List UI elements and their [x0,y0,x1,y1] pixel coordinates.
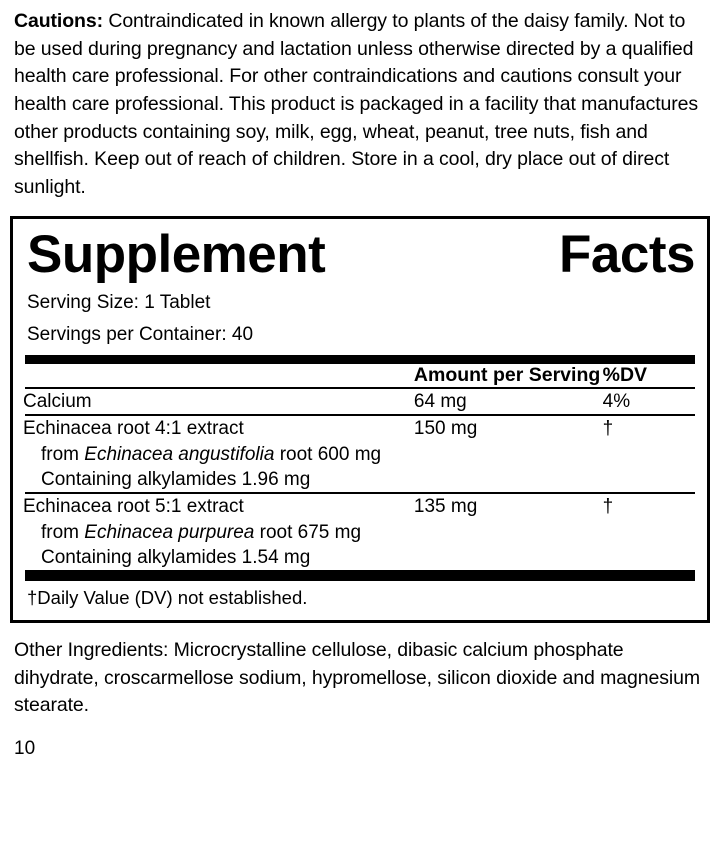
header-percent-dv: %DV [602,364,648,387]
botanical-name: Echinacea angustifolia [84,443,275,465]
other-ingredients: Other Ingredients: Microcrystalline cellulose, dibasic calcium phosphate dihydrate, croscarmellose sodium, hypromellose, silicon dioxide and magnesium stearate. [14,639,700,717]
page-number: 10 [14,738,36,760]
supplement-facts-title [23,225,697,284]
nutrient-dv: 4% [602,391,631,413]
nutrition-row-calcium-table [23,389,697,414]
table-header-row [23,364,697,387]
cautions-text: Contraindicated in known allergy to plants of the daisy family. Not to be used during pregnancy and lactation unless otherwise directed by a qualified health care professional. For other contraindications and cautions consult your health care professional. This product is packaged in a facility that manufactures other products containing soy, milk, egg, wheat, peanut, tree nuts, fish and shellfish. Keep out of reach of children. Store in a cool, dry place out of direct sunlight. [14,10,699,199]
supplement-facts-title-right: Facts [559,224,695,284]
nutrient-amount: 135 mg [413,496,478,518]
supplement-facts-panel [10,216,710,623]
rule-bottom [25,570,695,581]
nutrient-name-group [23,494,414,570]
nutrient-subline: from Echinacea purpurea root 675 mg [41,521,362,543]
botanical-name: Echinacea purpurea [84,521,255,543]
table-row [23,494,697,570]
servings-per-container: Servings per Container: 40 [27,323,254,345]
nutrition-header-table [23,364,697,387]
nutrition-row-echinacea-51-table [23,494,697,570]
nutrient-name: Echinacea root 5:1 extract [23,496,244,518]
cautions-paragraph [10,8,710,202]
supplement-facts-title-left: Supplement [27,224,326,284]
cautions-label: Cautions: [14,10,104,32]
nutrient-name: Calcium [23,391,92,413]
nutrient-dv: † [602,496,614,518]
nutrition-row-echinacea-41-table [23,416,697,492]
nutrient-name: Echinacea root 4:1 extract [23,418,244,440]
nutrient-amount: 64 mg [413,391,467,413]
nutrient-subline: from Echinacea angustifolia root 600 mg [41,443,382,465]
nutrient-amount: 150 mg [413,418,478,440]
serving-size: Serving Size: 1 Tablet [27,291,211,313]
header-nutrient [23,364,414,387]
table-row [23,416,697,492]
nutrient-dv: † [602,418,614,440]
table-row [23,389,697,414]
nutrient-subline: Containing alkylamides 1.96 mg [41,469,311,490]
nutrient-name-group [23,416,414,492]
rule-thick-top [25,355,695,364]
daily-value-footnote: †Daily Value (DV) not established. [27,587,308,609]
header-amount-per-serving: Amount per Serving [413,364,601,387]
nutrient-subline: Containing alkylamides 1.54 mg [41,546,311,568]
